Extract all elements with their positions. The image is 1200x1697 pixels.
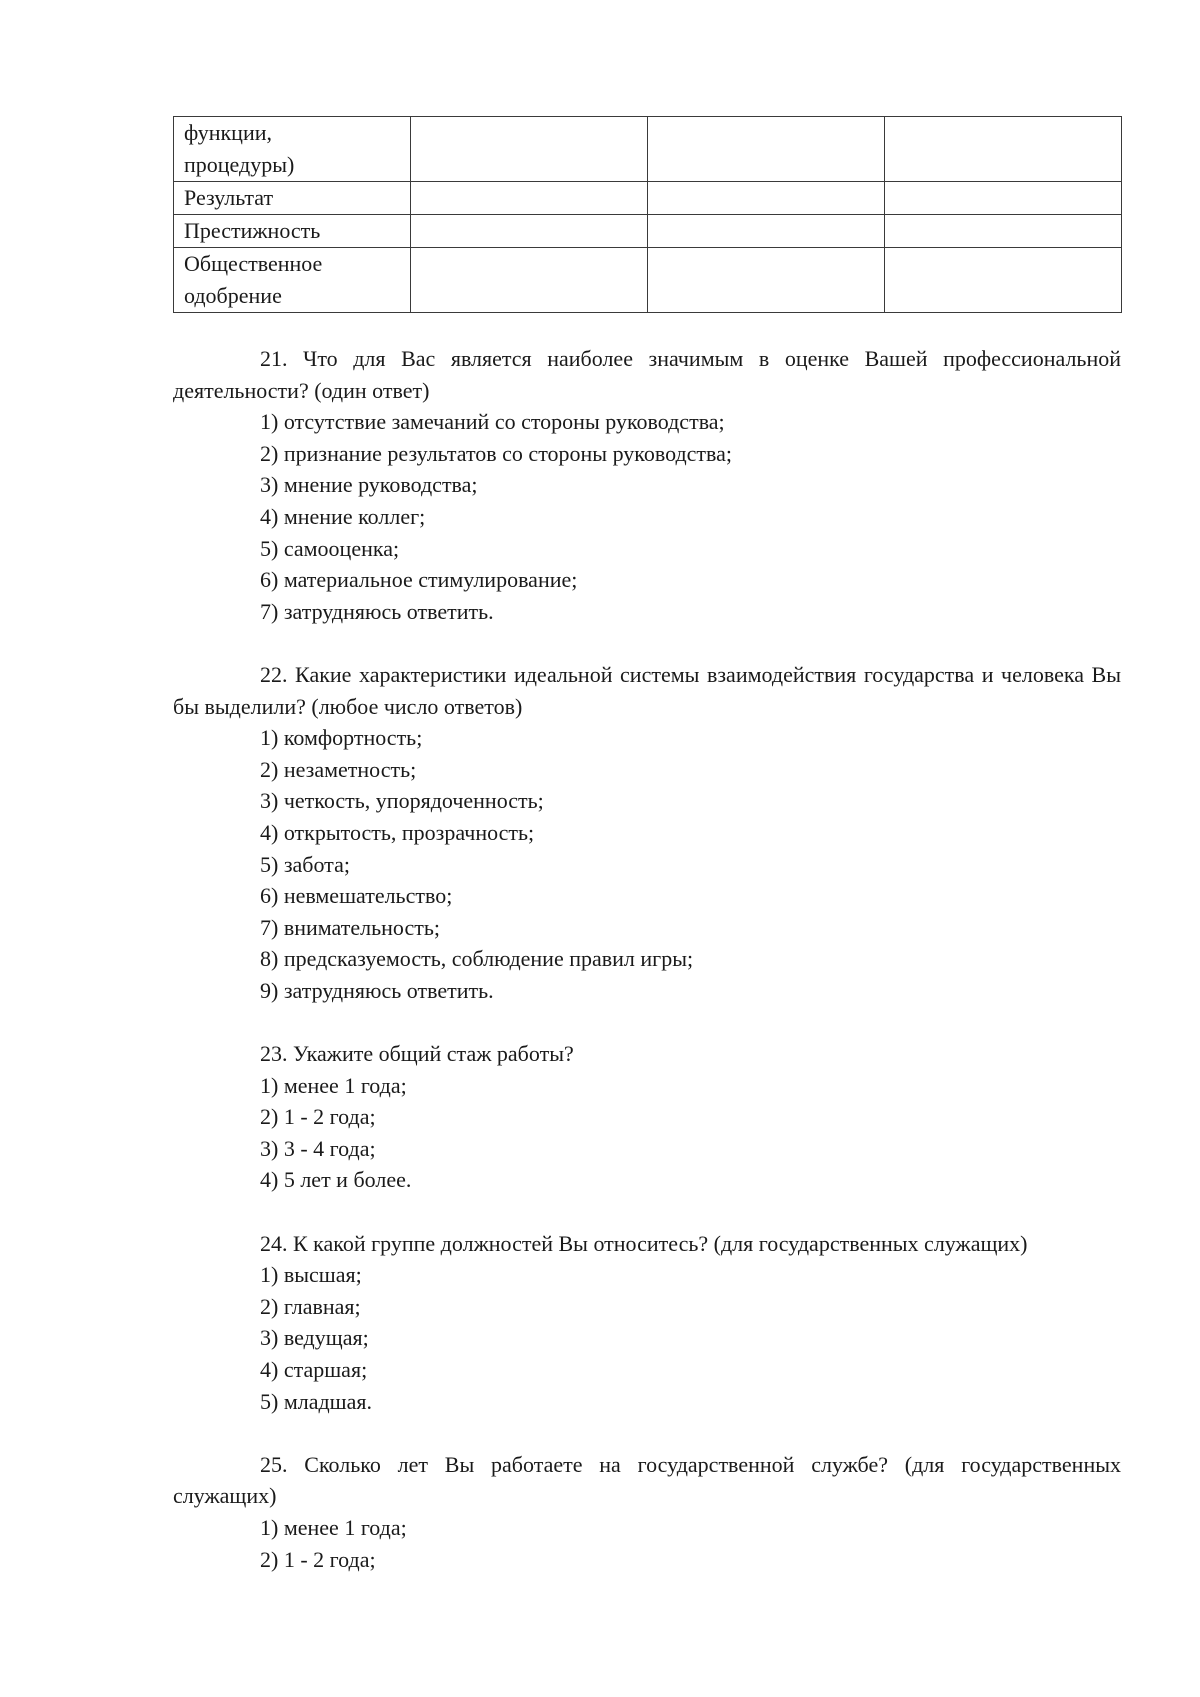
answer-option: 7) внимательность; [260,914,440,940]
table-empty-cell [885,215,1122,248]
answer-option: 1) отсутствие замечаний со стороны руководства; [260,409,725,435]
answer-option: 4) открытость, прозрачность; [260,819,535,845]
table-row-label [174,248,411,313]
table-label-line: процедуры) [184,152,295,177]
question-text: 21. Что для Вас является наиболее значимым в оценке Вашей профессиональной деятельности? (один ответ) [173,346,1121,403]
question-text: 24. К какой группе должностей Вы относитесь? (для государственных служащих) [260,1230,1028,1256]
answer-option: 4) 5 лет и более. [260,1167,412,1193]
table-label-line: Результат [184,185,274,210]
answer-option: 5) младшая. [260,1388,373,1414]
table-row-label [174,215,411,248]
answer-option: 7) затрудняюсь ответить. [260,598,494,624]
answer-option: 1) высшая; [260,1262,362,1288]
question-block [173,343,1121,627]
question-block [173,1228,1121,1418]
answer-option: 2) признание результатов со стороны руководства; [260,440,733,466]
table-empty-cell [648,117,885,182]
table-empty-cell [648,215,885,248]
answer-option: 3) мнение руководства; [260,472,478,498]
survey-table-body [174,117,1122,313]
answer-option: 9) затрудняюсь ответить. [260,977,494,1003]
table-empty-cell [885,182,1122,215]
table-empty-cell [648,248,885,313]
answer-option: 2) 1 - 2 года; [260,1546,376,1572]
table-label-line: одобрение [184,283,282,308]
answer-option: 8) предсказуемость, соблюдение правил игры; [260,946,694,972]
table-row [174,117,1122,182]
answer-option: 6) материальное стимулирование; [260,567,578,593]
table-empty-cell [885,117,1122,182]
answer-option: 3) четкость, упорядоченность; [260,788,544,814]
table-empty-cell [411,182,648,215]
table-row [174,215,1122,248]
answer-option: 3) 3 - 4 года; [260,1135,376,1161]
question-block [173,659,1121,1007]
table-row-label [174,182,411,215]
answer-option: 1) менее 1 года; [260,1072,407,1098]
answer-option: 2) незаметность; [260,756,417,782]
table-empty-cell [411,117,648,182]
answer-option: 4) мнение коллег; [260,503,426,529]
table-row [174,182,1122,215]
question-block [173,1449,1121,1575]
table-empty-cell [411,248,648,313]
questions-list [173,343,1121,1575]
document-page [173,116,1121,1575]
table-empty-cell [411,215,648,248]
answer-option: 6) невмешательство; [260,883,453,909]
table-label-line: Общественное [184,251,323,276]
survey-table [173,116,1122,313]
answer-option: 4) старшая; [260,1357,368,1382]
answer-option: 3) ведущая; [260,1325,369,1351]
answer-option: 5) забота; [260,851,350,877]
table-row-label [174,117,411,182]
answer-option: 2) 1 - 2 года; [260,1104,376,1130]
question-text: 25. Сколько лет Вы работаете на государственной службе? (для государственных служащих) [173,1451,1121,1509]
answer-option: 5) самооценка; [260,535,400,561]
answer-option: 1) комфортность; [260,725,423,751]
table-label-line: функции, [184,120,272,145]
question-text: 23. Укажите общий стаж работы? [260,1041,574,1067]
answer-option: 1) менее 1 года; [260,1514,407,1540]
question-block [173,1038,1121,1196]
table-label-line: Престижность [184,218,321,243]
question-text: 22. Какие характеристики идеальной системы взаимодействия государства и человека Вы бы выделили? (любое число ответов) [173,661,1121,719]
answer-option: 2) главная; [260,1293,361,1319]
table-empty-cell [648,182,885,215]
table-empty-cell [885,248,1122,313]
table-row [174,248,1122,313]
